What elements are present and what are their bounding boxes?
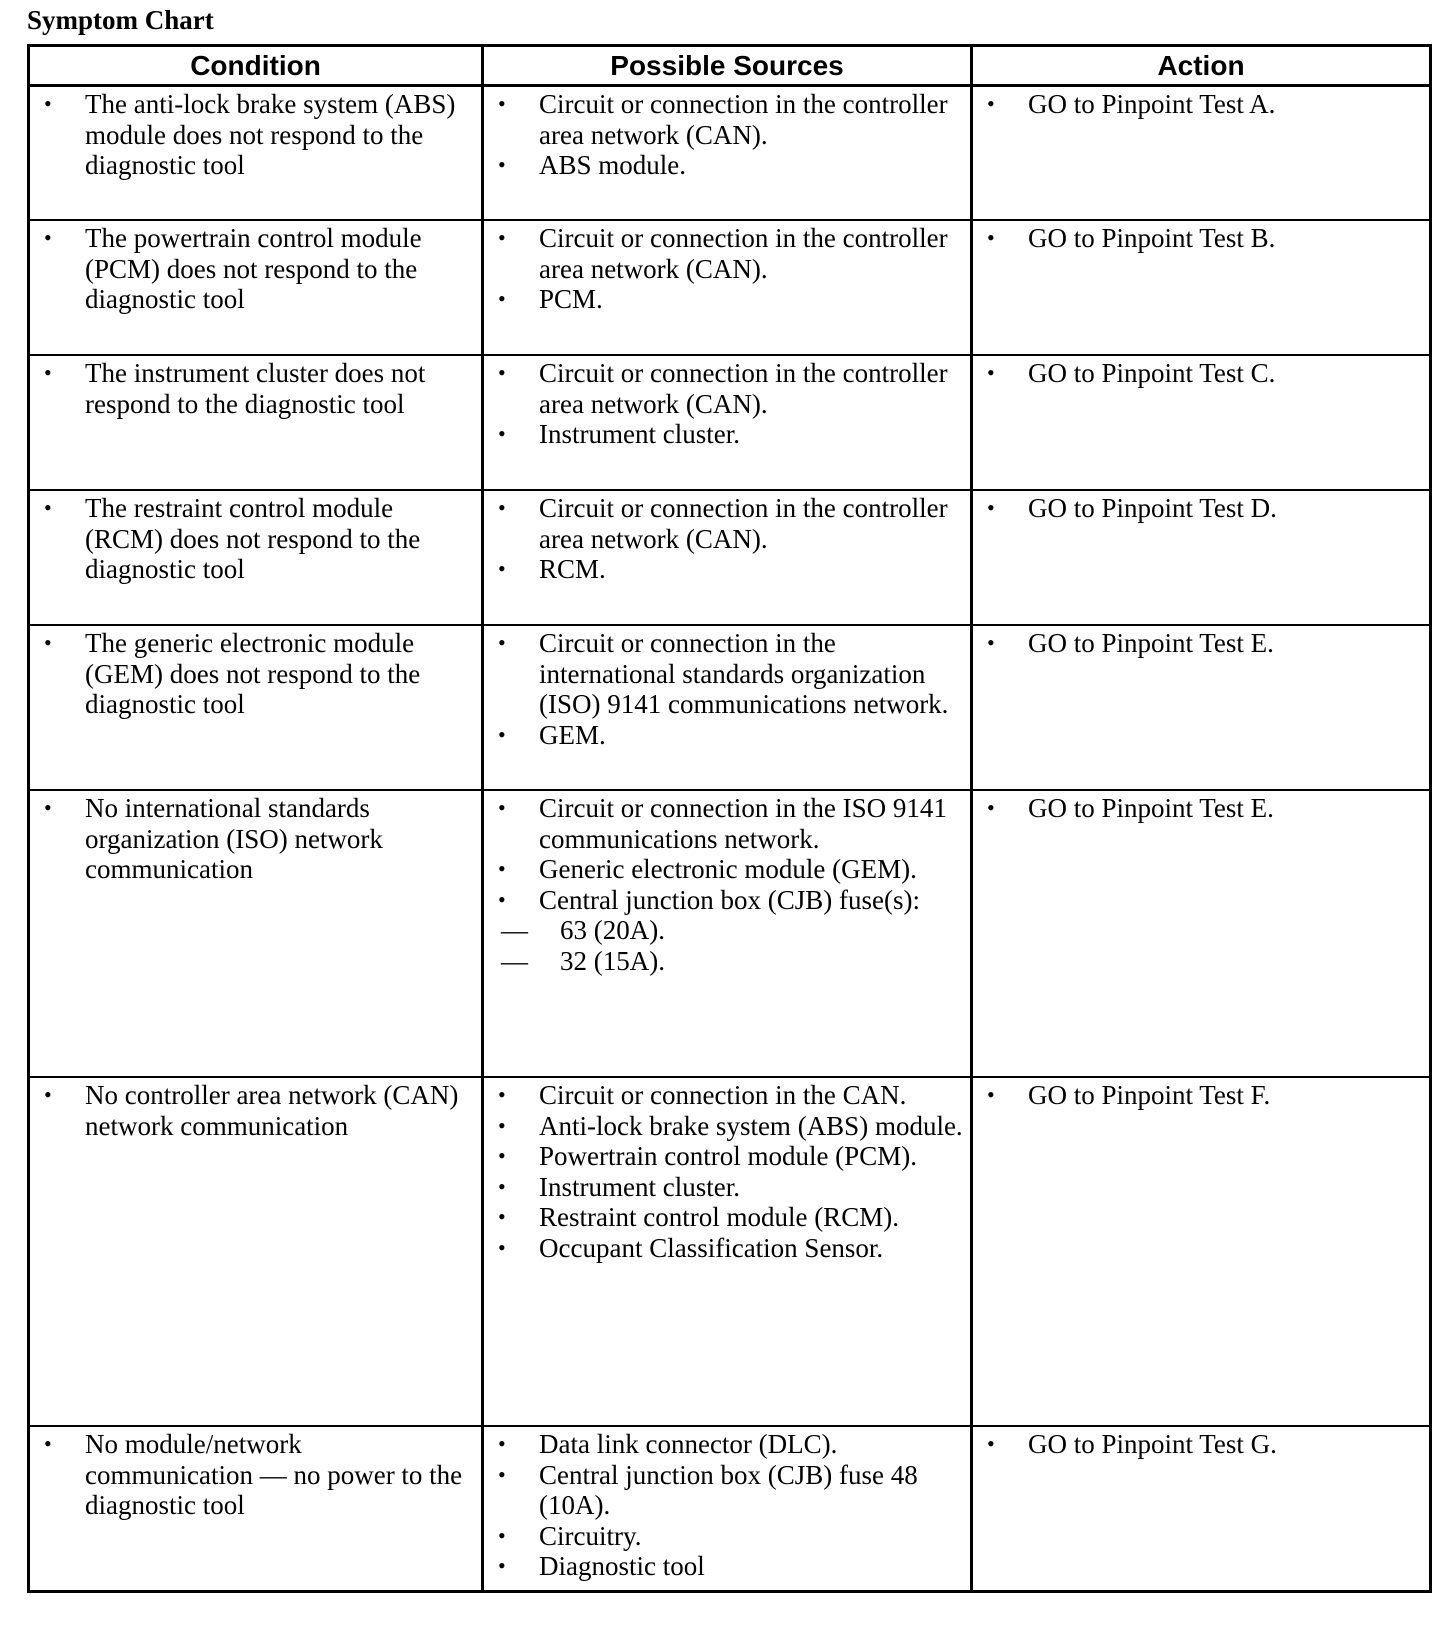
bullet-icon: • — [498, 495, 506, 520]
condition-item: • The powertrain control module (PCM) does not respond to the diagnostic tool — [44, 223, 422, 314]
source-item: • GEM. — [498, 719, 606, 750]
source-item: • Circuit or connection in the controller area network (CAN). — [498, 358, 948, 419]
action-item: • GO to Pinpoint Test E. — [987, 628, 1274, 658]
bullet-icon: • — [498, 421, 506, 446]
source-item: • Circuit or connection in the controller area network (CAN). — [498, 89, 948, 150]
bullet-icon: • — [498, 91, 506, 116]
bullet-icon: • — [498, 795, 506, 820]
bullet-icon: • — [498, 225, 506, 250]
condition-item: • The generic electronic module (GEM) does not respond to the diagnostic tool — [44, 628, 421, 719]
bullet-icon: • — [498, 1431, 506, 1456]
source-item: • Restraint control module (RCM). — [498, 1202, 899, 1232]
sources-cell — [483, 625, 972, 790]
source-item: • Circuit or connection in the international standards organization (ISO) 9141 communications network. — [498, 628, 949, 719]
source-item: • ABS module. — [498, 150, 687, 180]
table-row — [29, 625, 1431, 790]
bullet-icon: • — [498, 1553, 506, 1578]
sources-cell — [483, 790, 972, 1077]
bullet-icon: • — [987, 1082, 995, 1107]
action-item: • GO to Pinpoint Test G. — [987, 1429, 1277, 1459]
bullet-icon: • — [987, 630, 995, 655]
fuse-subitem: — 32 (15A). — [501, 945, 665, 976]
bullet-icon: • — [44, 1431, 52, 1456]
sources-cell — [483, 355, 972, 490]
table-row — [29, 220, 1431, 355]
bullet-icon: • — [498, 1082, 506, 1107]
table-row — [29, 790, 1431, 1077]
source-item: • Powertrain control module (PCM). — [498, 1141, 917, 1171]
bullet-icon: • — [498, 152, 506, 177]
condition-cell — [29, 86, 483, 221]
condition-item: • The instrument cluster does not respond to the diagnostic tool — [44, 358, 426, 419]
condition-cell — [29, 625, 483, 790]
source-item: • Central junction box (CJB) fuse 48 (10A). — [498, 1459, 918, 1520]
bullet-icon: • — [44, 1082, 52, 1107]
source-item: • RCM. — [498, 554, 606, 584]
condition-item: • No controller area network (CAN) network communication — [44, 1080, 459, 1141]
bullet-icon: • — [498, 1461, 506, 1487]
action-item: • GO to Pinpoint Test D. — [987, 493, 1277, 523]
condition-item: • The restraint control module (RCM) does not respond to the diagnostic tool — [44, 493, 421, 584]
condition-cell — [29, 790, 483, 1077]
source-item: • Data link connector (DLC). — [498, 1429, 838, 1459]
condition-cell — [29, 490, 483, 625]
bullet-icon: • — [44, 495, 52, 520]
condition-item: • No module/network communication — no power to the diagnostic tool — [44, 1429, 463, 1520]
condition-item: • No international standards organization (ISO) network communication — [44, 793, 383, 884]
bullet-icon: • — [498, 721, 506, 747]
condition-cell — [29, 1077, 483, 1426]
sources-cell — [483, 490, 972, 625]
bullet-icon: • — [498, 1112, 506, 1138]
condition-cell — [29, 1426, 483, 1592]
bullet-icon: • — [44, 630, 52, 655]
bullet-icon: • — [44, 91, 52, 116]
column-header-possible-sources: Possible Sources — [483, 46, 972, 86]
column-header-action: Action — [972, 46, 1431, 86]
source-item: • Anti-lock brake system (ABS) module. — [498, 1110, 963, 1141]
table-row — [29, 1426, 1431, 1592]
source-item: • Occupant Classification Sensor. — [498, 1232, 884, 1263]
source-item: • Circuitry. — [498, 1520, 642, 1551]
source-item: • Circuit or connection in the controller area network (CAN). — [498, 493, 948, 554]
bullet-icon: • — [987, 1431, 995, 1456]
source-item: • Instrument cluster. — [498, 1171, 740, 1202]
bullet-icon: • — [498, 886, 506, 912]
bullet-icon: • — [44, 360, 52, 385]
source-item: • PCM. — [498, 284, 603, 314]
source-item: • Instrument cluster. — [498, 419, 740, 449]
action-item: • GO to Pinpoint Test B. — [987, 223, 1276, 253]
condition-item: • The anti-lock brake system (ABS) module does not respond to the diagnostic tool — [44, 89, 456, 180]
source-item: • Central junction box (CJB) fuse(s): — [498, 884, 920, 915]
bullet-icon: • — [498, 286, 506, 311]
source-item: • Circuit or connection in the ISO 9141 communications network. — [498, 793, 947, 854]
dash-icon: — — [501, 945, 528, 976]
bullet-icon: • — [498, 1234, 506, 1260]
action-cell — [972, 1426, 1431, 1592]
action-item: • GO to Pinpoint Test F. — [987, 1080, 1271, 1110]
action-cell — [972, 490, 1431, 625]
bullet-icon: • — [44, 225, 52, 250]
bullet-icon: • — [498, 856, 506, 881]
action-cell — [972, 790, 1431, 1077]
bullet-icon: • — [498, 1204, 506, 1229]
bullet-icon: • — [498, 556, 506, 581]
sources-cell — [483, 1426, 972, 1592]
fuse-subitem: — 63 (20A). — [501, 915, 665, 945]
table-row — [29, 490, 1431, 625]
bullet-icon: • — [498, 1173, 506, 1199]
bullet-icon: • — [498, 1143, 506, 1168]
sources-cell — [483, 86, 972, 221]
condition-cell — [29, 220, 483, 355]
bullet-icon: • — [498, 630, 506, 655]
action-item: • GO to Pinpoint Test A. — [987, 89, 1276, 119]
bullet-icon: • — [987, 360, 995, 385]
bullet-icon: • — [498, 1522, 506, 1548]
table-header-row — [29, 46, 1431, 86]
page-title: Symptom Chart — [27, 5, 214, 35]
bullet-icon: • — [987, 225, 995, 250]
action-cell — [972, 1077, 1431, 1426]
dash-icon: — — [501, 915, 528, 945]
column-header-condition: Condition — [29, 46, 483, 86]
bullet-icon: • — [987, 795, 995, 820]
source-item: • Generic electronic module (GEM). — [498, 854, 917, 884]
sources-cell — [483, 1077, 972, 1426]
action-cell — [972, 220, 1431, 355]
action-cell — [972, 355, 1431, 490]
action-cell — [972, 86, 1431, 221]
source-item: • Circuit or connection in the CAN. — [498, 1080, 907, 1110]
sources-cell — [483, 220, 972, 355]
bullet-icon: • — [987, 495, 995, 520]
condition-cell — [29, 355, 483, 490]
action-cell — [972, 625, 1431, 790]
table-row — [29, 355, 1431, 490]
action-item: • GO to Pinpoint Test E. — [987, 793, 1274, 823]
table-row — [29, 1077, 1431, 1426]
source-item: • Diagnostic tool — [498, 1551, 705, 1581]
bullet-icon: • — [987, 91, 995, 116]
action-item: • GO to Pinpoint Test C. — [987, 358, 1276, 388]
symptom-chart-table — [27, 44, 1432, 1593]
source-item: • Circuit or connection in the controller area network (CAN). — [498, 223, 948, 284]
bullet-icon: • — [44, 795, 52, 820]
table-row — [29, 86, 1431, 221]
bullet-icon: • — [498, 360, 506, 385]
